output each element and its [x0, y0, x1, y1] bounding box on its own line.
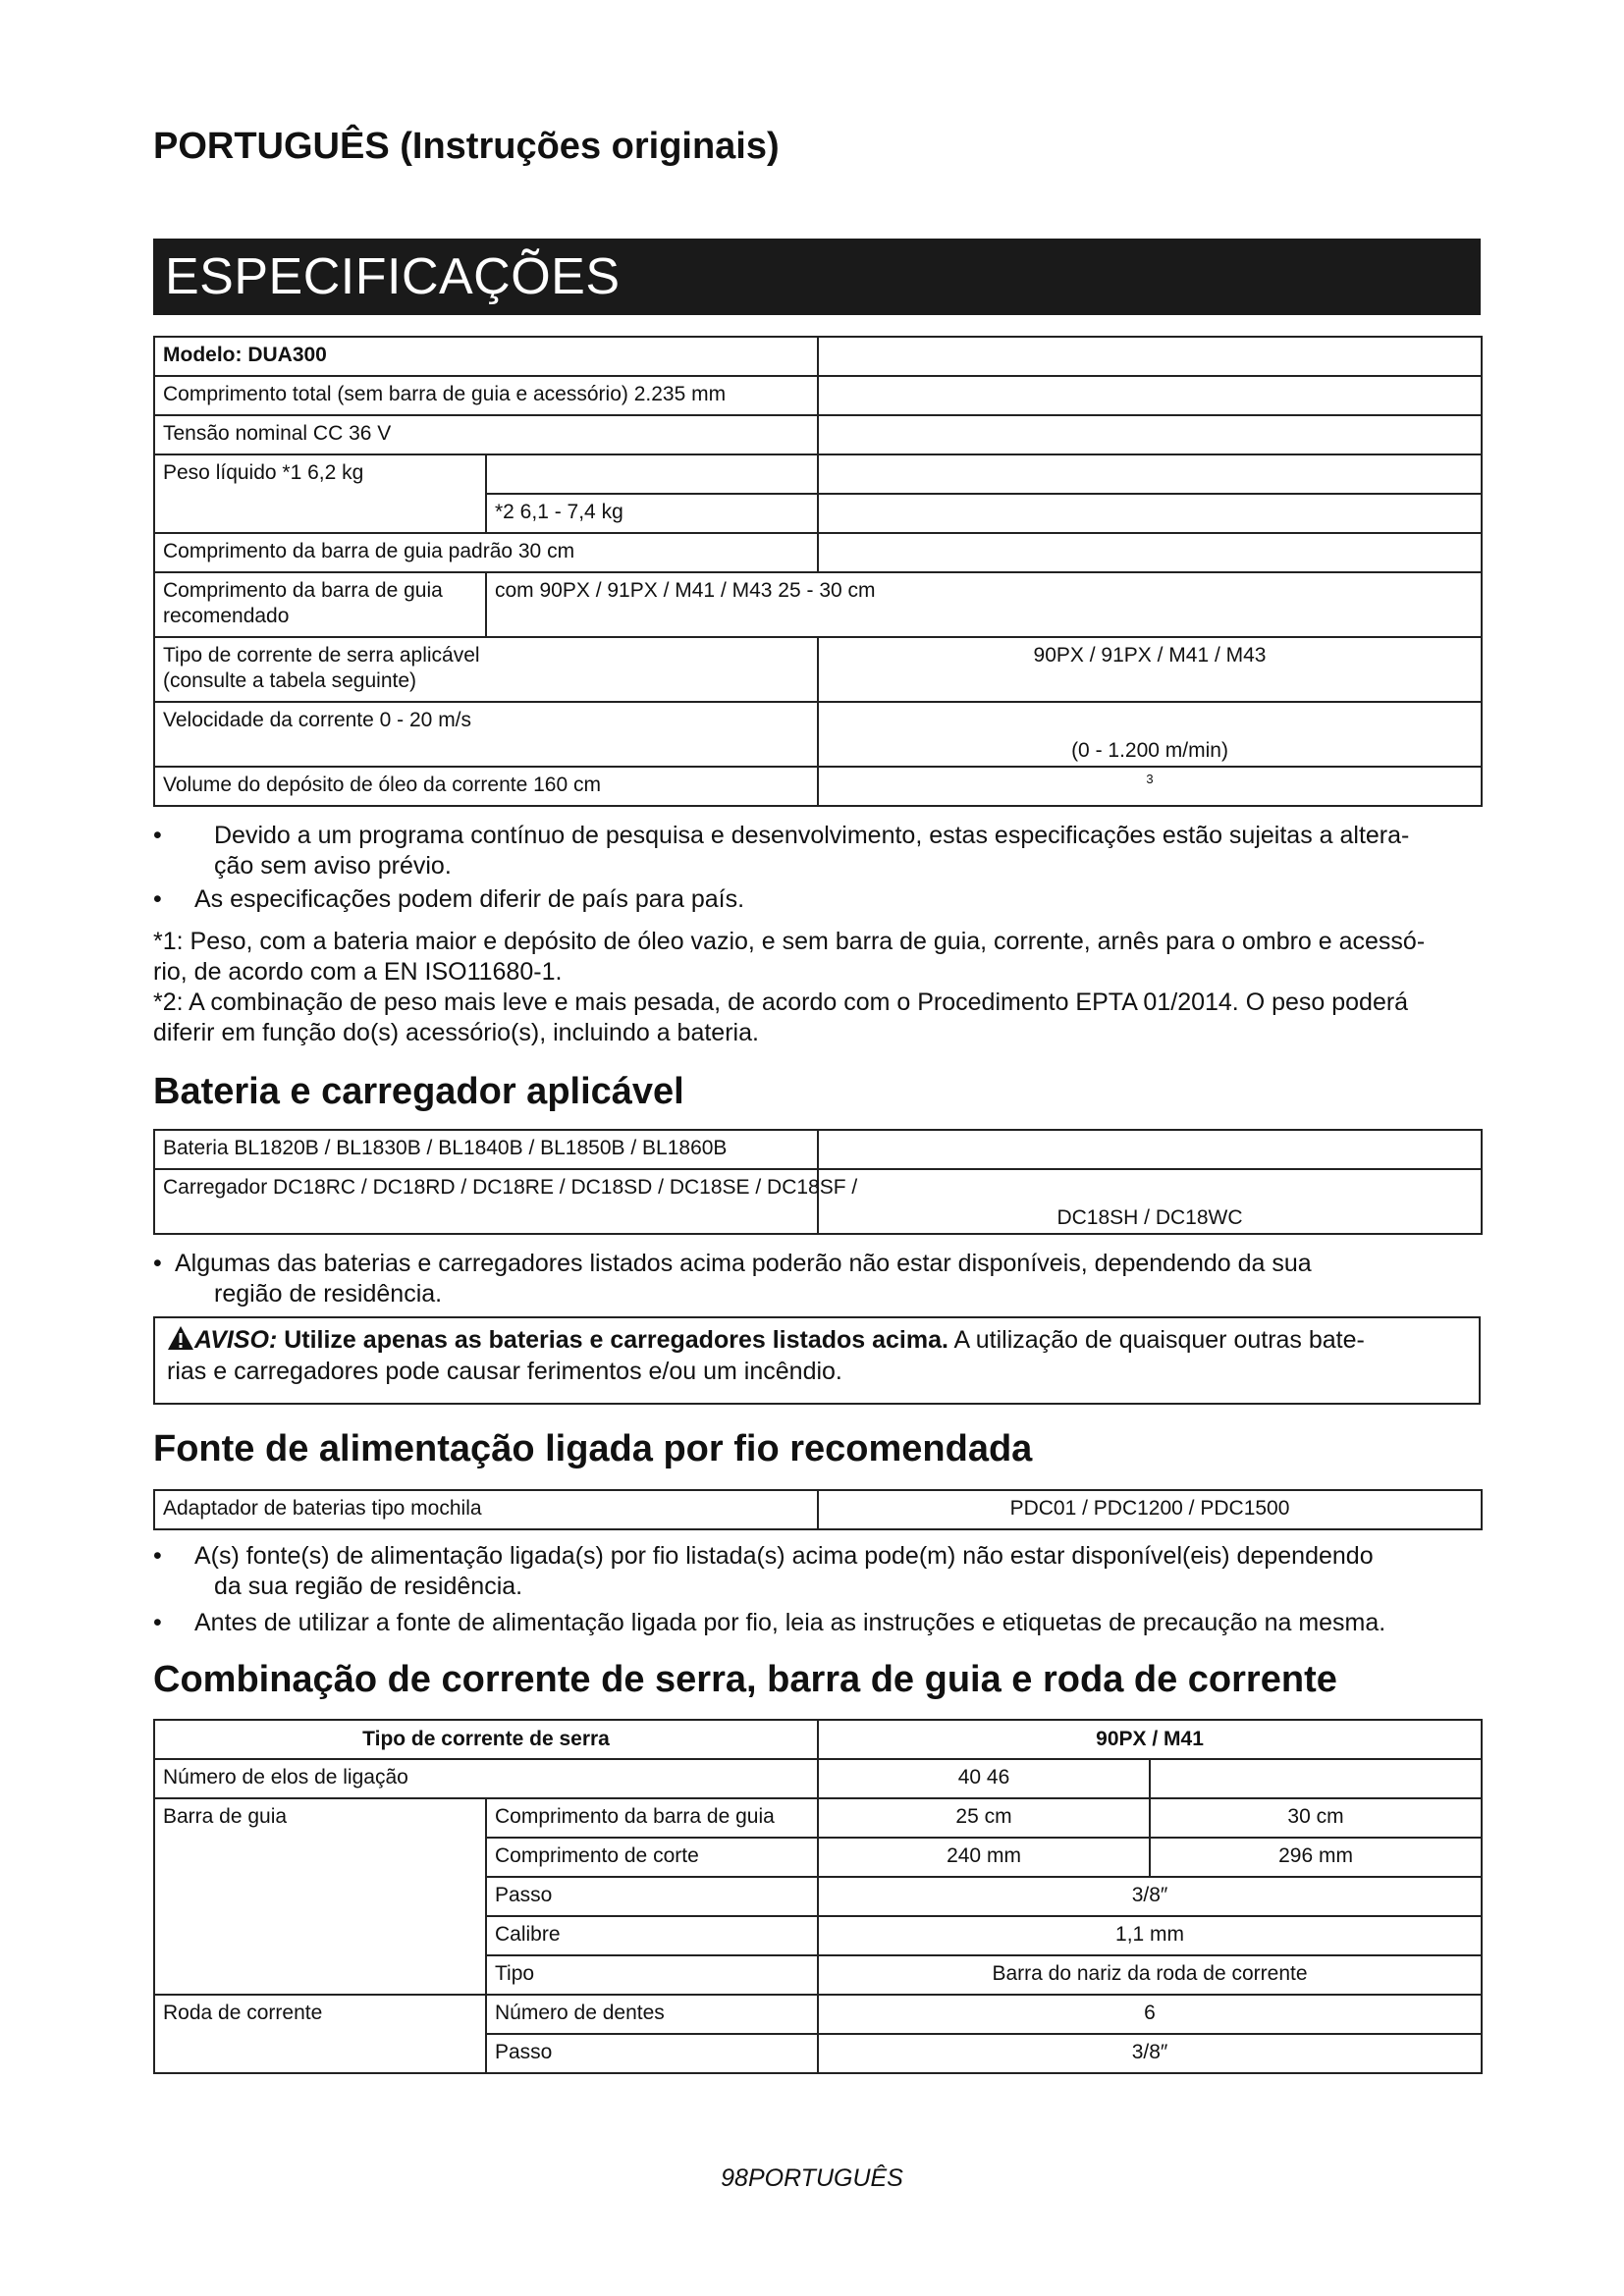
combo-header-model: 90PX / M41: [818, 1720, 1482, 1759]
spec-rec-bar-value: com 90PX / 91PX / M41 / M43 25 - 30 cm: [486, 572, 1482, 637]
adapter-label: Adaptador de baterias tipo mochila: [154, 1490, 818, 1529]
power-section-title: Fonte de alimentação ligada por fio recomendada: [153, 1428, 1033, 1469]
spec-length-total: Comprimento total (sem barra de guia e acessório) 2.235 mm: [154, 376, 818, 415]
spec-note-1-line2: ção sem aviso prévio.: [214, 852, 452, 880]
links-value: 40 46: [818, 1759, 1150, 1798]
battery-note-line1: Algumas das baterias e carregadores listados acima poderão não estar disponíveis, dependendo da sua: [175, 1250, 1312, 1277]
combo-table: [153, 1719, 1483, 2074]
specifications-title: ESPECIFICAÇÕES: [165, 248, 621, 305]
page-footer: 98PORTUGUÊS: [721, 2164, 903, 2192]
gauge-label: Calibre: [486, 1916, 818, 1955]
spec-model: Modelo: DUA300: [154, 337, 818, 376]
empty-cell: [818, 1130, 1482, 1169]
bar-label: Barra de guia: [154, 1798, 486, 1995]
table-row: [154, 415, 1482, 454]
power-table: [153, 1489, 1483, 1530]
pitch-label: Passo: [486, 1877, 818, 1916]
spec-speed-value: (0 - 1.200 m/min): [818, 702, 1482, 767]
spec-speed-label: Velocidade da corrente 0 - 20 m/s: [154, 702, 818, 767]
bullet-icon: •: [153, 885, 162, 913]
specifications-table: [153, 336, 1483, 807]
gauge-value: 1,1 mm: [818, 1916, 1482, 1955]
empty-cell: [818, 494, 1482, 533]
battery-section-title: Bateria e carregador aplicável: [153, 1071, 684, 1112]
spec-std-bar: Comprimento da barra de guia padrão 30 cm: [154, 533, 818, 572]
empty-cell: [1150, 1759, 1482, 1798]
empty-cell: [818, 454, 1482, 494]
spec-chain-type-label: Tipo de corrente de serra aplicável: [163, 644, 480, 667]
table-row: [154, 1720, 1482, 1759]
table-row: [154, 337, 1482, 376]
spec-weight1: Peso líquido *1 6,2 kg: [154, 454, 486, 533]
sprocket-pitch-label: Passo: [486, 2034, 818, 2073]
table-row: [154, 572, 1482, 637]
warning-text-2: rias e carregadores pode causar ferimentos e/ou um incêndio.: [167, 1358, 842, 1385]
cut-length-296: 296 mm: [1150, 1838, 1482, 1877]
spec-chain-type-note: (consulte a tabela seguinte): [163, 669, 416, 692]
spec-weight2: *2 6,1 - 7,4 kg: [486, 494, 818, 533]
bullet-icon: •: [153, 1609, 162, 1636]
sprocket-label: Roda de corrente: [154, 1995, 486, 2073]
spec-chain-type: [154, 637, 818, 702]
table-row: [154, 1798, 1482, 1838]
battery-note-line2: região de residência.: [214, 1280, 443, 1308]
power-note-1-line1: A(s) fonte(s) de alimentação ligada(s) por fio listada(s) acima pode(m) não estar disponível(eis) dependendo: [194, 1542, 1374, 1570]
spec-note-1-line1: Devido a um programa contínuo de pesquisa e desenvolvimento, estas especificações estão sujeitas a altera-: [214, 822, 1410, 849]
warning-bold-text: Utilize apenas as baterias e carregadores listados acima.: [284, 1326, 948, 1354]
table-row: [154, 376, 1482, 415]
footnote-2-line2: diferir em função do(s) acessório(s), incluindo a bateria.: [153, 1019, 759, 1046]
spec-chain-type-value: 90PX / 91PX / M41 / M43: [818, 637, 1482, 702]
teeth-value: 6: [818, 1995, 1482, 2034]
language-title: PORTUGUÊS (Instruções originais): [153, 126, 780, 167]
power-note-2: Antes de utilizar a fonte de alimentação ligada por fio, leia as instruções e etiquetas de precaução na mesma.: [194, 1609, 1386, 1636]
table-row: [154, 702, 1482, 767]
footnote-1-line2: rio, de acordo com a EN ISO11680-1.: [153, 958, 563, 986]
table-row: [154, 637, 1482, 702]
empty-cell: [818, 415, 1482, 454]
spec-note-2: As especificações podem diferir de país para país.: [194, 885, 745, 913]
bar-length-label: Comprimento da barra de guia: [486, 1798, 818, 1838]
power-note-1-line2: da sua região de residência.: [214, 1573, 523, 1600]
warning-label: AVISO:: [194, 1326, 278, 1354]
spec-oil-sup: 3: [818, 767, 1482, 806]
table-row: [154, 1490, 1482, 1529]
spec-voltage: Tensão nominal CC 36 V: [154, 415, 818, 454]
warning-box: [153, 1316, 1481, 1405]
cut-length-label: Comprimento de corte: [486, 1838, 818, 1877]
warning-text-1: A utilização de quaisquer outras bate-: [953, 1326, 1365, 1354]
combo-header-type: Tipo de corrente de serra: [154, 1720, 818, 1759]
footnote-2-line1: *2: A combinação de peso mais leve e mais pesada, de acordo com o Procedimento EPTA 01/2014. O peso poderá: [153, 988, 1409, 1016]
pitch-value: 3/8″: [818, 1877, 1482, 1916]
empty-cell: [818, 533, 1482, 572]
bar-length-30: 30 cm: [1150, 1798, 1482, 1838]
bullet-icon: •: [153, 822, 162, 849]
adapter-value: PDC01 / PDC1200 / PDC1500: [818, 1490, 1482, 1529]
table-row: [154, 767, 1482, 806]
footnote-1-line1: *1: Peso, com a bateria maior e depósito de óleo vazio, e sem barra de guia, corrente, arnês para o ombro e acessó-: [153, 928, 1426, 955]
teeth-label: Número de dentes: [486, 1995, 818, 2034]
table-row: [154, 1995, 1482, 2034]
battery-table: [153, 1129, 1483, 1235]
empty-cell: [818, 376, 1482, 415]
charger-list: Carregador DC18RC / DC18RD / DC18RE / DC18SD / DC18SE / DC18SF /: [154, 1169, 818, 1234]
bar-type-label: Tipo: [486, 1955, 818, 1995]
empty-cell: [486, 454, 818, 494]
warning-triangle-icon: [167, 1325, 194, 1351]
spec-rec-bar-label: Comprimento da barra de guia recomendado: [154, 572, 486, 637]
table-row: [154, 1759, 1482, 1798]
bullet-icon: •: [153, 1250, 162, 1277]
specifications-banner: [153, 239, 1481, 315]
charger-list-continued: DC18SH / DC18WC: [818, 1169, 1482, 1234]
warning-line1: [167, 1324, 1467, 1356]
battery-list: Bateria BL1820B / BL1830B / BL1840B / BL1850B / BL1860B: [154, 1130, 818, 1169]
bar-type-value: Barra do nariz da roda de corrente: [818, 1955, 1482, 1995]
table-row: [154, 1130, 1482, 1169]
bar-length-25: 25 cm: [818, 1798, 1150, 1838]
table-row: [154, 454, 1482, 494]
empty-cell: [818, 337, 1482, 376]
spec-oil-label: Volume do depósito de óleo da corrente 160 cm: [154, 767, 818, 806]
table-row: [154, 533, 1482, 572]
combo-section-title: Combinação de corrente de serra, barra de guia e roda de corrente: [153, 1659, 1337, 1700]
bullet-icon: •: [153, 1542, 162, 1570]
table-row: [154, 1169, 1482, 1234]
cut-length-240: 240 mm: [818, 1838, 1150, 1877]
links-label: Número de elos de ligação: [154, 1759, 818, 1798]
sprocket-pitch-value: 3/8″: [818, 2034, 1482, 2073]
